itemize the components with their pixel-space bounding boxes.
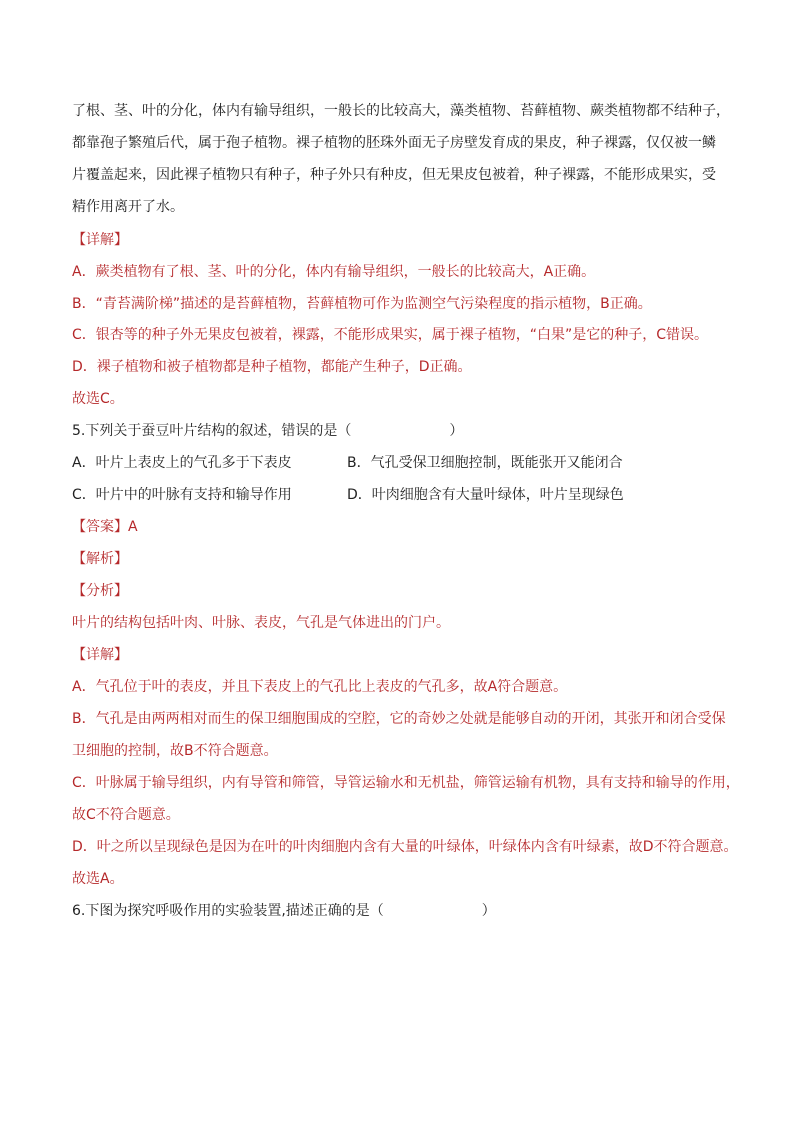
q5-answer: 【答案】A bbox=[72, 519, 138, 535]
q4-conclusion: 故选C。 bbox=[72, 391, 124, 407]
q5-fenxi-text: 叶片的结构包括叶肉、叶脉、表皮，气孔是气体进出的门户。 bbox=[72, 615, 450, 631]
q4-detail-a: A．蕨类植物有了根、茎、叶的分化，体内有输导组织，一般长的比较高大，A正确。 bbox=[72, 264, 596, 280]
q5-option-a: A．叶片上表皮上的气孔多于下表皮 bbox=[72, 455, 292, 471]
q5-detail-d: D．叶之所以呈现绿色是因为在叶的叶肉细胞内含有大量的叶绿体，叶绿体内含有叶绿素，故D不符合题意。 bbox=[72, 839, 738, 855]
q4-detail-d: D．裸子植物和被子植物都是种子植物，都能产生种子，D正确。 bbox=[72, 359, 472, 375]
q5-detail-c2: 故C不符合题意。 bbox=[72, 807, 180, 823]
q4-detail-b: B．“青苔满阶梯”描述的是苔藓植物，苔藓植物可作为监测空气污染程度的指示植物，B正确。 bbox=[72, 296, 652, 312]
q5-option-b: B．气孔受保卫细胞控制，既能张开又能闭合 bbox=[347, 455, 623, 471]
q5-option-c: C．叶片中的叶脉有支持和输导作用 bbox=[72, 487, 292, 503]
q5-detail-b1: B．气孔是由两两相对而生的保卫细胞围成的空腔，它的奇妙之处就是能够自动的开闭，其张开和闭合受保 bbox=[72, 711, 726, 727]
q5-option-d: D．叶肉细胞含有大量叶绿体，叶片呈现绿色 bbox=[347, 487, 624, 503]
q5-conclusion: 故选A。 bbox=[72, 871, 124, 887]
intro-line-2: 都靠孢子繁殖后代，属于孢子植物。裸子植物的胚珠外面无子房壁发育成的果皮，种子裸露，仅仅被一鳞 bbox=[72, 135, 716, 151]
q4-detail-c: C．银杏等的种子外无果皮包被着，裸露，不能形成果实，属于裸子植物，“白果”是它的种子，C错误。 bbox=[72, 327, 709, 343]
intro-line-3: 片覆盖起来，因此裸子植物只有种子，种子外只有种皮，但无果皮包被着，种子裸露，不能形成果实，受 bbox=[72, 167, 716, 183]
q5-detail-heading: 【详解】 bbox=[72, 647, 128, 663]
intro-line-4: 精作用离开了水。 bbox=[72, 199, 184, 215]
q5-analysis-heading: 【解析】 bbox=[72, 551, 128, 567]
intro-line-1: 了根、茎、叶的分化，体内有输导组织，一般长的比较高大，藻类植物、苔藓植物、蕨类植物都不结种子， bbox=[72, 103, 730, 119]
q5-detail-a: A．气孔位于叶的表皮，并且下表皮上的气孔比上表皮的气孔多，故A符合题意。 bbox=[72, 679, 568, 695]
q6-stem: 6.下图为探究呼吸作用的实验装置,描述正确的是（ ） bbox=[72, 903, 496, 919]
q5-fenxi-heading: 【分析】 bbox=[72, 583, 128, 599]
q5-detail-b2: 卫细胞的控制，故B不符合题意。 bbox=[72, 743, 278, 759]
q5-stem: 5.下列关于蚕豆叶片结构的叙述，错误的是（ ） bbox=[72, 423, 464, 439]
q5-detail-c1: C．叶脉属于输导组织，内有导管和筛管，导管运输水和无机盐，筛管运输有机物，具有支持和输导的作用， bbox=[72, 775, 740, 791]
q4-detail-heading: 【详解】 bbox=[72, 232, 128, 248]
